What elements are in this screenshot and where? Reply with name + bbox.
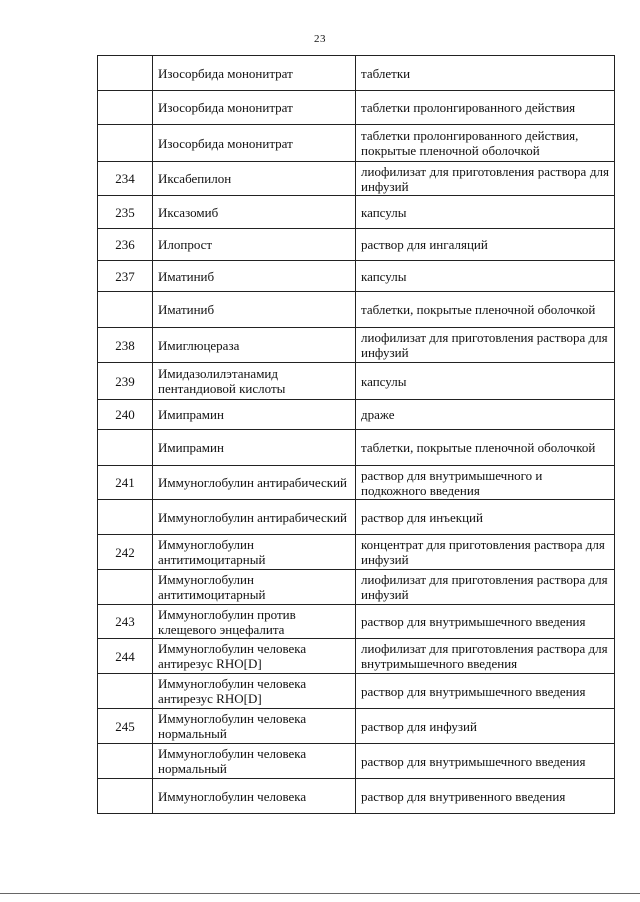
row-number: 244 <box>98 639 153 674</box>
dosage-form: таблетки, покрытые пленочной оболочкой <box>356 292 615 328</box>
drug-name: Иммуноглобулин человека антирезус RHO[D] <box>153 674 356 709</box>
drug-name: Иммуноглобулин антитимоцитарный <box>153 535 356 570</box>
drug-name: Иксазомиб <box>153 196 356 229</box>
drug-name: Имиглюцераза <box>153 328 356 363</box>
drug-name: Имидазолилэтанамид пентандиовой кислоты <box>153 363 356 400</box>
table-row <box>98 229 615 261</box>
row-number <box>98 125 153 162</box>
row-number <box>98 744 153 779</box>
drug-name: Изосорбида мононитрат <box>153 56 356 91</box>
page-bottom-edge <box>0 893 640 894</box>
drug-name: Иксабепилон <box>153 162 356 196</box>
drug-name: Изосорбида мононитрат <box>153 125 356 162</box>
dosage-form: раствор для внутривенного введения <box>356 779 615 814</box>
table-row <box>98 91 615 125</box>
dosage-form: лиофилизат для приготовления раствора для инфузий <box>356 162 615 196</box>
table-row <box>98 261 615 292</box>
row-number: 239 <box>98 363 153 400</box>
row-number <box>98 500 153 535</box>
row-number: 236 <box>98 229 153 261</box>
row-number <box>98 779 153 814</box>
row-number: 237 <box>98 261 153 292</box>
drug-name: Илопрост <box>153 229 356 261</box>
row-number: 238 <box>98 328 153 363</box>
table-row <box>98 674 615 709</box>
table-row <box>98 162 615 196</box>
drug-name: Иммуноглобулин антитимоцитарный <box>153 570 356 605</box>
dosage-form: капсулы <box>356 196 615 229</box>
row-number <box>98 570 153 605</box>
drug-name: Иммуноглобулин антирабический <box>153 466 356 500</box>
row-number: 240 <box>98 400 153 430</box>
dosage-form: таблетки пролонгированного действия, покрытые пленочной оболочкой <box>356 125 615 162</box>
table-row <box>98 328 615 363</box>
row-number <box>98 430 153 466</box>
drug-name: Имипрамин <box>153 400 356 430</box>
table-row <box>98 535 615 570</box>
dosage-form: раствор для ингаляций <box>356 229 615 261</box>
table-row <box>98 605 615 639</box>
drug-name: Иматиниб <box>153 292 356 328</box>
dosage-form: драже <box>356 400 615 430</box>
row-number: 245 <box>98 709 153 744</box>
row-number <box>98 292 153 328</box>
dosage-form: раствор для внутримышечного введения <box>356 605 615 639</box>
table-row <box>98 639 615 674</box>
dosage-form: раствор для инфузий <box>356 709 615 744</box>
drug-name: Иммуноглобулин человека антирезус RHO[D] <box>153 639 356 674</box>
row-number <box>98 56 153 91</box>
dosage-form: раствор для внутримышечного и подкожного введения <box>356 466 615 500</box>
dosage-form: капсулы <box>356 363 615 400</box>
row-number: 235 <box>98 196 153 229</box>
table-row <box>98 570 615 605</box>
table-row <box>98 779 615 814</box>
drug-name: Иммуноглобулин человека <box>153 779 356 814</box>
table-row <box>98 56 615 91</box>
dosage-form: лиофилизат для приготовления раствора для инфузий <box>356 570 615 605</box>
dosage-form: капсулы <box>356 261 615 292</box>
dosage-form: раствор для инъекций <box>356 500 615 535</box>
table-row <box>98 430 615 466</box>
dosage-form: лиофилизат для приготовления раствора для внутримышечного введения <box>356 639 615 674</box>
drug-table <box>97 55 615 814</box>
row-number: 243 <box>98 605 153 639</box>
page-number: 23 <box>314 33 326 45</box>
row-number <box>98 91 153 125</box>
dosage-form: раствор для внутримышечного введения <box>356 674 615 709</box>
dosage-form: концентрат для приготовления раствора для инфузий <box>356 535 615 570</box>
table-row <box>98 125 615 162</box>
drug-name: Иммуноглобулин против клещевого энцефалита <box>153 605 356 639</box>
drug-name: Иммуноглобулин человека нормальный <box>153 744 356 779</box>
dosage-form: раствор для внутримышечного введения <box>356 744 615 779</box>
row-number <box>98 674 153 709</box>
dosage-form: лиофилизат для приготовления раствора для инфузий <box>356 328 615 363</box>
row-number: 242 <box>98 535 153 570</box>
drug-name: Изосорбида мононитрат <box>153 91 356 125</box>
table-row <box>98 400 615 430</box>
table-row <box>98 196 615 229</box>
drug-name: Иматиниб <box>153 261 356 292</box>
row-number: 234 <box>98 162 153 196</box>
dosage-form: таблетки пролонгированного действия <box>356 91 615 125</box>
table-row <box>98 744 615 779</box>
dosage-form: таблетки, покрытые пленочной оболочкой <box>356 430 615 466</box>
table-row <box>98 466 615 500</box>
table-row <box>98 500 615 535</box>
drug-name: Иммуноглобулин антирабический <box>153 500 356 535</box>
drug-name: Иммуноглобулин человека нормальный <box>153 709 356 744</box>
table-row <box>98 363 615 400</box>
row-number: 241 <box>98 466 153 500</box>
dosage-form: таблетки <box>356 56 615 91</box>
table-row <box>98 709 615 744</box>
drug-name: Имипрамин <box>153 430 356 466</box>
table-row <box>98 292 615 328</box>
